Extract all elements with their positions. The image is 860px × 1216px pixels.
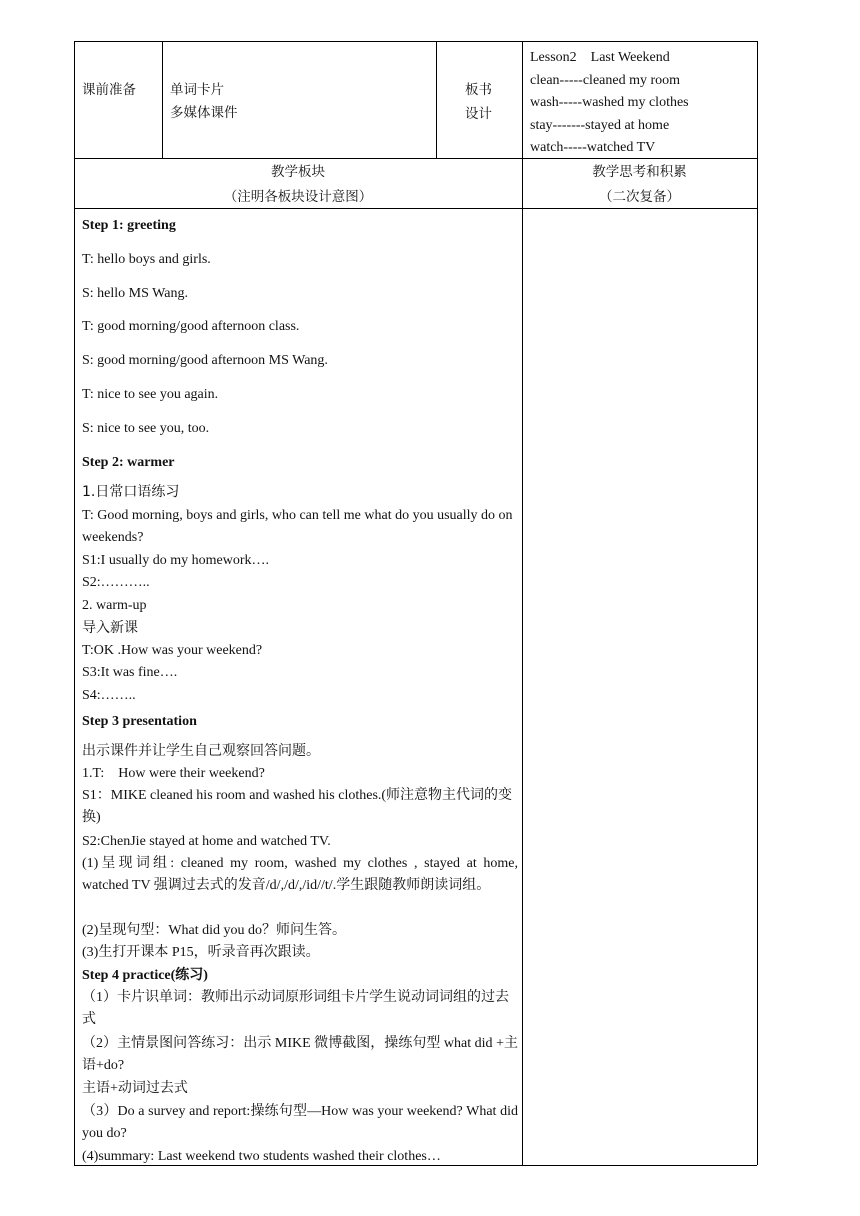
- grid-line-right: [757, 41, 758, 1165]
- warmer-s3-answer: S3:It was fine….: [82, 665, 178, 680]
- step-3-heading: Step 3 presentation: [82, 714, 197, 729]
- practice-item-1: （1）卡片识单词：教师出示动词原形词组卡片学生说动词词组的过去式: [82, 990, 509, 1027]
- left-column-title: 教学板块: [271, 164, 325, 180]
- warmer-item-1: 1.日常口语练习: [82, 484, 180, 500]
- warmer-intro-new-lesson: 导入新课: [82, 620, 138, 636]
- presentation-s2-answer: S2:ChenJie stayed at home and watched TV.: [82, 834, 331, 849]
- board-label-line-1: 板书: [465, 82, 492, 98]
- practice-summary: (4)summary: Last weekend two students washed their clothes…: [82, 1149, 441, 1164]
- board-line-watch: watch-----watched TV: [530, 140, 656, 155]
- warmer-s1-answer: S1:I usually do my homework….: [82, 553, 270, 568]
- prep-item-multimedia: 多媒体课件: [170, 105, 238, 121]
- presentation-sentence-pattern: (2)呈现句型：What did you do？师问生答。: [82, 923, 347, 938]
- greeting-line-6: S: nice to see you, too.: [82, 421, 210, 436]
- board-label-line-2: 设计: [465, 106, 492, 122]
- board-line-lesson-title: Lesson2 Last Weekend: [530, 50, 670, 65]
- prep-label: 课前准备: [82, 82, 136, 98]
- warmer-teacher-line: T:OK .How was your weekend?: [82, 643, 263, 658]
- prep-item-word-cards: 单词卡片: [170, 82, 224, 98]
- greeting-line-1: T: hello boys and girls.: [82, 252, 211, 267]
- warmer-s2-answer: S2:………..: [82, 575, 150, 590]
- practice-item-2-answer: 主语+动词过去式: [82, 1081, 188, 1096]
- warmer-s4-answer: S4:……..: [82, 688, 136, 703]
- left-column-subtitle: （注明各板块设计意图）: [223, 189, 373, 205]
- warmer-item-2: 2. warm-up: [82, 598, 147, 613]
- step-4-heading: Step 4 practice(练习): [82, 968, 208, 983]
- grid-line-board-label-divider: [436, 41, 437, 158]
- board-line-clean: clean-----cleaned my room: [530, 73, 681, 88]
- greeting-line-4: S: good morning/good afternoon MS Wang.: [82, 353, 328, 368]
- grid-line-left: [74, 41, 75, 1165]
- practice-item-3: （3）Do a survey and report:操练句型—How was your weekend? What did you do?: [82, 1104, 518, 1141]
- warmer-teacher-question: T: Good morning, boys and girls, who can tell me what do you usually do on weekends?: [82, 508, 513, 545]
- right-column-subtitle: （二次复备）: [599, 189, 680, 205]
- grid-line-columns-bottom: [74, 208, 757, 209]
- presentation-intro: 出示课件并让学生自己观察回答问题。: [82, 743, 320, 759]
- grid-line-top: [74, 41, 757, 42]
- greeting-line-3: T: good morning/good afternoon class.: [82, 319, 300, 334]
- right-column-title: 教学思考和积累: [592, 164, 687, 180]
- grid-line-main-divider: [522, 41, 523, 1165]
- greeting-line-5: T: nice to see you again.: [82, 387, 219, 402]
- board-line-wash: wash-----washed my clothes: [530, 95, 689, 110]
- board-line-stay: stay-------stayed at home: [530, 118, 670, 133]
- step-2-heading: Step 2: warmer: [82, 455, 175, 470]
- presentation-textbook: (3)生打开课本 P15，听录音再次跟读。: [82, 945, 320, 960]
- greeting-line-2: S: hello MS Wang.: [82, 286, 188, 301]
- presentation-question: 1.T: How were their weekend?: [82, 766, 265, 781]
- step-1-heading: Step 1: greeting: [82, 218, 176, 233]
- grid-line-prep-divider: [162, 41, 163, 158]
- presentation-s1-answer: S1：MIKE cleaned his room and washed his clothes.(师注意物主代词的变换): [82, 788, 513, 825]
- presentation-phrases: (1)呈现词组: cleaned my room, washed my clothes , stayed at home, watched TV 强调过去式的发音/d/,/d/,/id//t/.学生跟随教师朗读词组。: [82, 856, 518, 893]
- practice-item-2: （2）主情景图问答练习：出示 MIKE 微博截图，操练句型 what did +主语+do?: [82, 1036, 518, 1073]
